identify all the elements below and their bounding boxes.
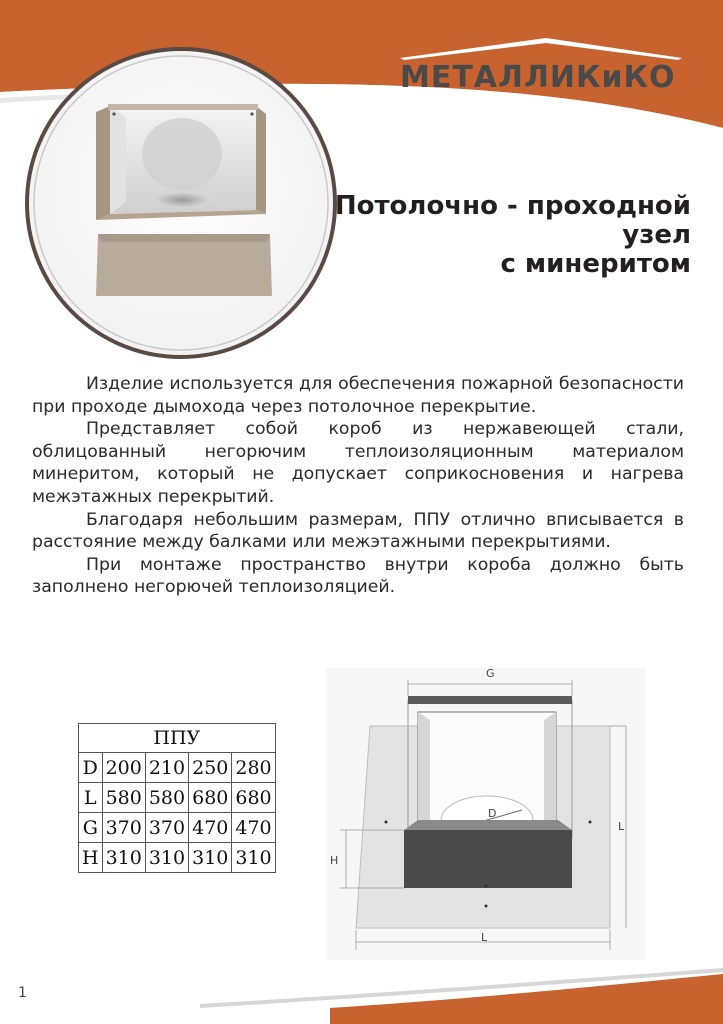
technical-drawing [326, 660, 646, 960]
table-cell: 680 [189, 783, 232, 813]
row-label: L [79, 783, 103, 813]
title-line-1: Потолочно - проходной [334, 191, 691, 221]
description-paragraph-3: Благодаря небольшим размерам, ППУ отлично вписывается в расстояние между балками или межэтажными перекрытиями. [32, 509, 684, 553]
table-cell: 580 [102, 783, 145, 813]
table-cell: 580 [145, 783, 188, 813]
brand-logo[interactable]: МЕТАЛЛИКиКО [400, 60, 676, 95]
footer-band [0, 964, 723, 1024]
description-paragraph-2: Представляет собой короб из нержавеющей стали, облицованный негорючим теплоизоляционным материалом минеритом, который не допускает соприкосновения и нагрева межэтажных перекрытий. [32, 419, 684, 507]
table-cell: 250 [189, 753, 232, 783]
description-text [32, 373, 684, 599]
row-label: D [79, 753, 103, 783]
label-h: H [330, 854, 339, 867]
table-title: ППУ [79, 724, 276, 753]
description-paragraph-1: Изделие используется для обеспечения пожарной безопасности при проходе дымохода через потолочное перекрытие. [32, 374, 684, 417]
page-number: 1 [18, 985, 27, 1001]
label-l-side: L [618, 820, 625, 833]
table-cell: 210 [145, 753, 188, 783]
title-line-3: с минеритом [500, 249, 691, 279]
table-cell: 470 [232, 813, 275, 843]
table-cell: 370 [145, 813, 188, 843]
table-cell: 680 [232, 783, 275, 813]
row-label: G [79, 813, 103, 843]
table-header-row [79, 724, 276, 753]
dimensions-table [78, 723, 276, 873]
product-photo [22, 44, 340, 362]
table-cell: 310 [232, 843, 275, 873]
page-title [311, 192, 691, 279]
table-cell: 310 [189, 843, 232, 873]
label-d: D [488, 807, 497, 820]
table-cell: 310 [102, 843, 145, 873]
table-cell: 370 [102, 813, 145, 843]
label-l-bottom: L [481, 931, 488, 944]
table-row [79, 843, 276, 873]
table-row [79, 783, 276, 813]
table-cell: 280 [232, 753, 275, 783]
row-label: H [79, 843, 103, 873]
description-paragraph-4: При монтаже пространство внутри короба должно быть заполнено негорючей теплоизоляцией. [32, 554, 684, 598]
table-cell: 200 [102, 753, 145, 783]
title-line-2: узел [622, 220, 691, 250]
table-row [79, 753, 276, 783]
label-g: G [486, 667, 495, 680]
table-row [79, 813, 276, 843]
table-cell: 470 [189, 813, 232, 843]
table-cell: 310 [145, 843, 188, 873]
